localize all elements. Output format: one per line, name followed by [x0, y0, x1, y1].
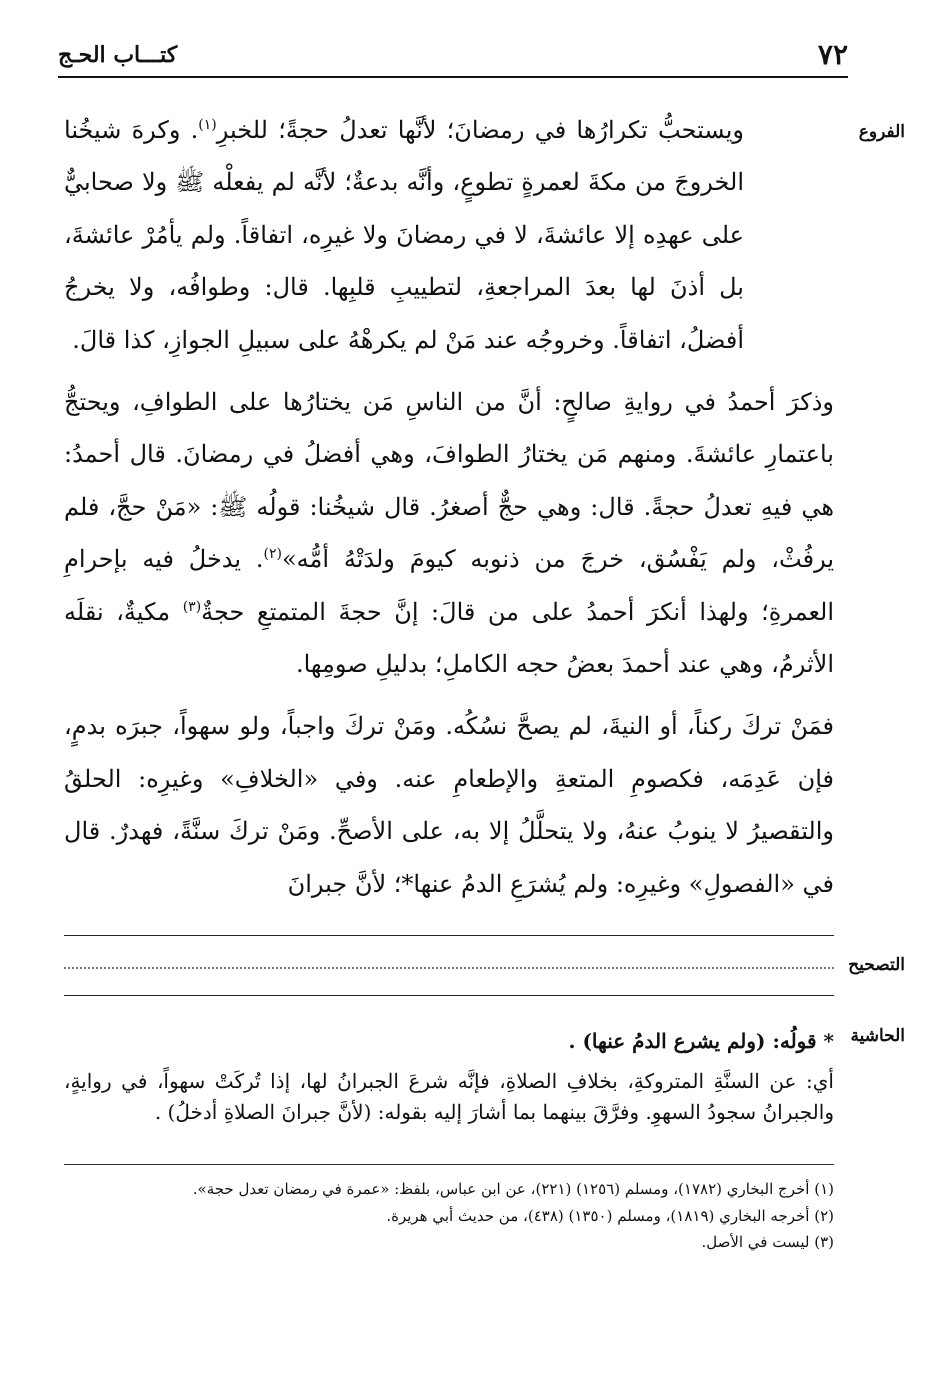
tashih-label: التصحيح — [848, 955, 905, 975]
section-rule-top — [64, 935, 834, 936]
footnote: (٢) أخرجه البخاري (١٨١٩)، ومسلم (١٣٥٠) (٤٣٨)، من حديث أبي هريرة. — [386, 1206, 834, 1225]
footnote-marker: (١) — [198, 117, 217, 133]
main-paragraph — [64, 104, 834, 366]
footnote: (١) أخرج البخاري (١٧٨٢)، ومسلم (١٢٥٦) (٢٢١)، عن ابن عباس، بلفظ: «عمرة في رمضان تعدل حجة». — [192, 1180, 834, 1198]
paragraph-text: فمَنْ تركَ ركناً، أو النيةَ، لم يصحَّ نسُكُه. ومَنْ تركَ واجباً، ولو سهواً، جبرَه بدمٍ، فإن عَدِمَه، فكصومِ المتعةِ والإطعامِ عنه. وفي «الخلافِ» وغيرِه: الحلقُ والتقصيرُ لا ينوبُ عنهُ، ولا يتحلَّلُ إلا به، على الأصحِّ. ومَنْ تركَ سنَّةً، فهدرٌ. قال في «الفصولِ» وغيرِه: ولم يُشرَعِ الدمُ عنها*؛ لأنَّ جبرانَ — [64, 712, 834, 898]
footnote-rule — [64, 1164, 834, 1165]
tashih-dotted-line — [64, 967, 834, 969]
section-rule-bottom — [64, 995, 834, 996]
paragraph-text: ويستحبُّ تكرارُها في رمضانَ؛ لأنَّها تعدلُ حجةً؛ للخبرِ — [216, 116, 744, 144]
footnotes — [64, 1176, 834, 1256]
paragraph-text: وذكرَ أحمدُ في روايةِ صالحٍ: أنَّ من الناسِ مَن يختارُها على الطوافِ، ويحتجُّ باعتمارِ عائشةَ. ومنهم مَن يختارُ الطوافَ، وهي أفضلُ في رمضانَ. قال أحمدُ: هي فيهِ تعدلُ حجةً. قال: وهي حجٌّ أصغرُ. قال شيخُنا: قولُه ﷺ: «مَنْ حجَّ، فلم يرفُثْ، ولم يَفْسُق، خرجَ من ذنوبه كيومَ ولدَتْهُ أمُّه» — [64, 388, 835, 574]
hashiya-lemma: * قولُه: (ولم يشرع الدمُ عنها) . — [568, 1029, 834, 1053]
paragraph-text: . وكرهَ شيخُنا الخروجَ من مكةَ لعمرةٍ تطوعٍ، وأنَّه بدعةٌ؛ لأنَّه لم يفعلْه ﷺ ولا صحابيٌّ على عهدِه إلا عائشةَ، لا في رمضانَ ولا غيرِه، اتفاقاً. ولم يأمُرْ عائشةَ، بل أذنَ لها بعدَ المراجعةِ، لتطييبِ قلبِها. قال: وطوافُه، ولا يخرجُ أفضلُ، اتفاقاً. وخروجُه عند مَنْ لم يكرهْهُ على سبيلِ الجوازِ، كذا قالَ. — [64, 116, 744, 354]
main-paragraph — [64, 376, 834, 690]
book-title: كتـــاب الحـج — [58, 42, 178, 68]
paragraph-text: مكيةٌ، نقلَه الأثرمُ، وهي عند أحمدَ بعضُ حجه الكاملِ؛ بدليلِ صومِها. — [64, 597, 834, 679]
paragraph-text: . يدخلُ فيه بإحرامِ العمرةِ؛ ولهذا أنكرَ أحمدُ على من قالَ: إنَّ حجةَ المتمتعِ حجةٌ — [64, 545, 834, 626]
furu-label: الفروع — [858, 122, 905, 142]
footnote: (٣) ليست في الأصل. — [701, 1233, 834, 1251]
running-header — [58, 38, 848, 74]
footnote-marker: (٣) — [182, 598, 202, 615]
main-text — [64, 104, 834, 910]
page-number: ٧٢ — [817, 38, 848, 71]
footnote-marker: (٢) — [263, 546, 282, 563]
hashiya-body: أي: عن السنَّةِ المتروكةِ، بخلافِ الصلاةِ، فإنَّه شرعَ الجبرانُ لها، إذا تُركَتْ سهواً، في روايةٍ، والجبرانُ سجودُ السهوِ. وفرَّقَ بينهما بما أشارَ إليه بقوله: (لأنَّ جبرانَ الصلاةِ أدخلُ) . — [64, 1069, 834, 1124]
hashiya-section — [64, 1026, 834, 1128]
hashiya-label: الحاشية — [850, 1026, 905, 1046]
main-paragraph — [64, 700, 834, 910]
header-rule — [58, 76, 848, 78]
